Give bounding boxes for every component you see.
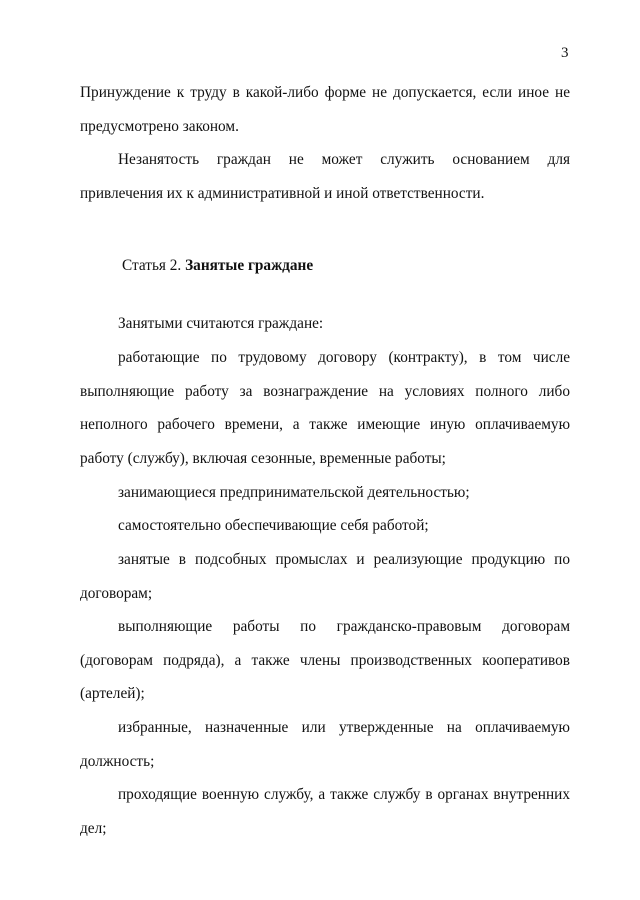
paragraph-paid-position: избранные, назначенные или утвержденные на оплачиваемую должность; — [80, 719, 570, 770]
paragraph-civil-contracts: выполняющие работы по гражданско-правовым договорам (договорам подряда), а также члены производственных кооперативов (артелей); — [80, 618, 570, 702]
paragraph-employment-contract: работающие по трудовому договору (контракту), в том числе выполняющие работу за вознаграждение на условиях полного либо неполного рабочего времени, а также имеющие иную оплачиваемую работу (службу), включая сезонные, временные работы; — [80, 349, 570, 467]
paragraph-entrepreneurship: занимающиеся предпринимательской деятельностью; — [118, 484, 470, 501]
paragraph-employed-intro: Занятыми считаются граждане: — [118, 315, 324, 332]
paragraph-subsidiary-trades: занятые в подсобных промыслах и реализующие продукцию по договорам; — [80, 551, 570, 602]
article-title: Занятые граждане — [185, 257, 314, 274]
page-number: 3 — [561, 45, 569, 61]
paragraph-self-employed: самостоятельно обеспечивающие себя работой; — [118, 517, 429, 534]
article-heading — [122, 249, 313, 283]
paragraph-military-service: проходящие военную службу, а также службу в органах внутренних дел; — [80, 786, 570, 837]
paragraph-unemployment-liability: Незанятость граждан не может служить основанием для привлечения их к административной и иной ответственности. — [80, 151, 570, 202]
article-number: Статья 2. — [122, 257, 182, 274]
paragraph-forced-labor: Принуждение к труду в какой-либо форме не допускается, если иное не предусмотрено законом. — [80, 84, 570, 135]
